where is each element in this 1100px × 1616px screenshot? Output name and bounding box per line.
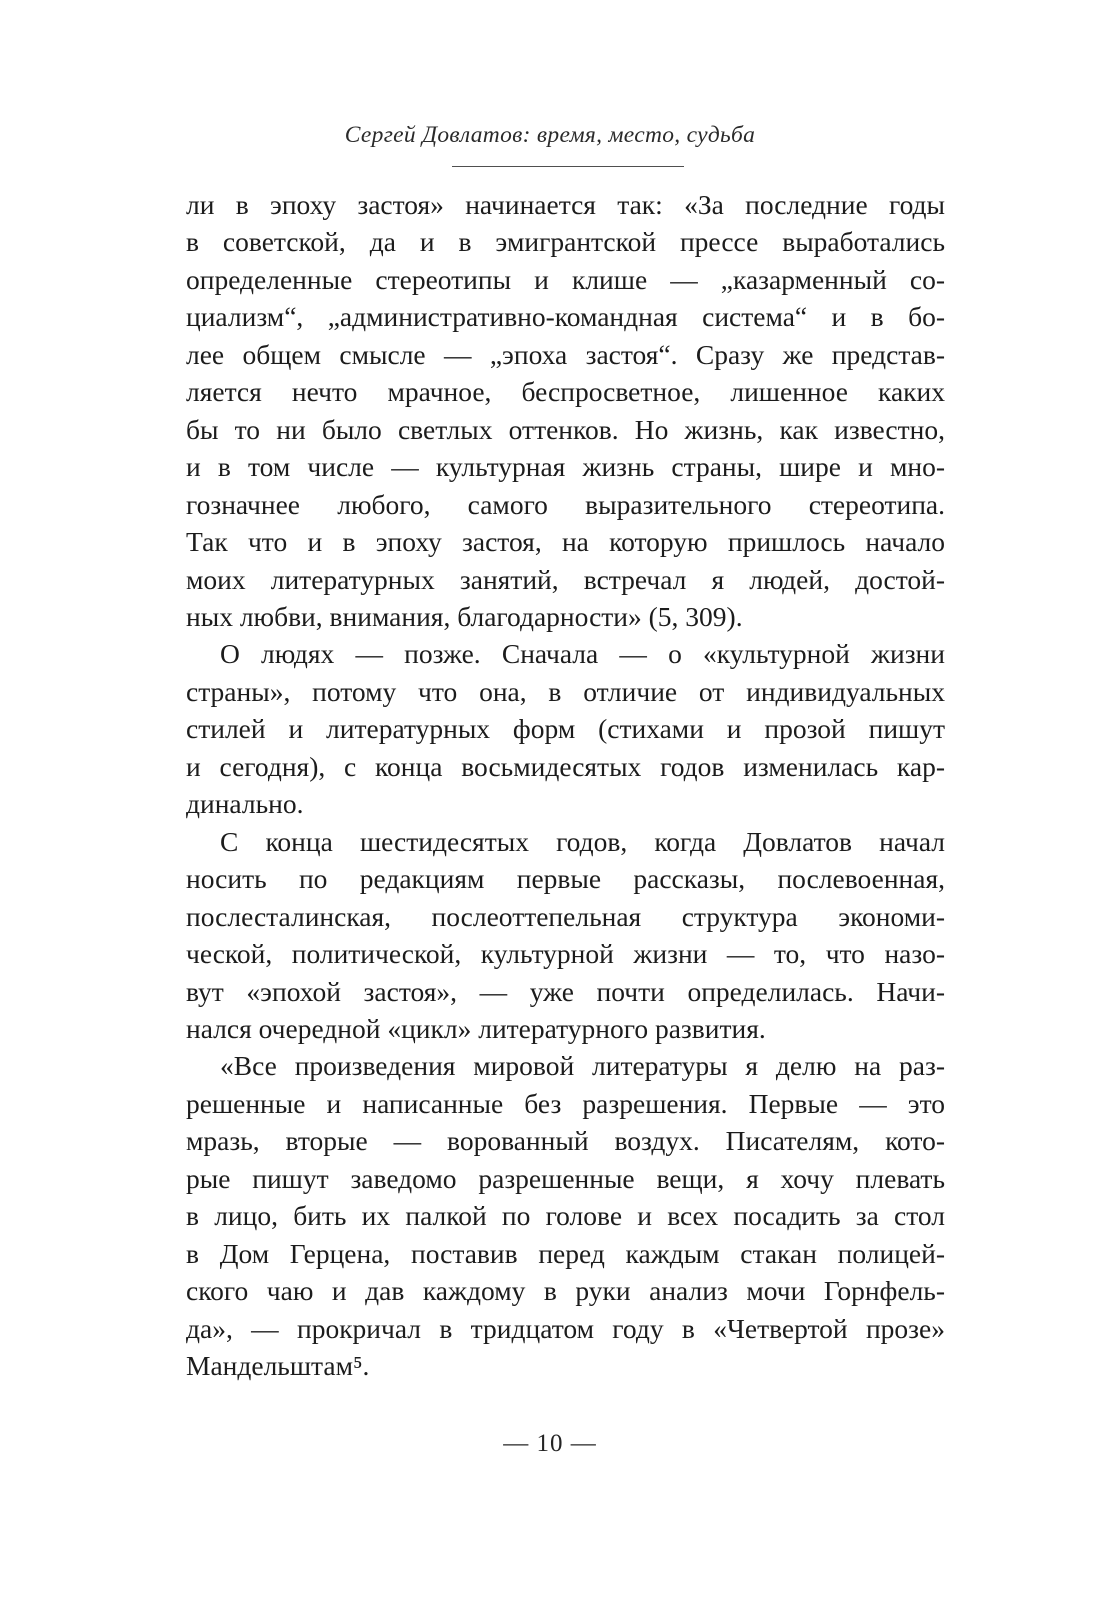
- paragraph: [186, 823, 945, 1048]
- text-line: и в том числе — культурная жизнь страны, шире и мно-: [186, 451, 945, 483]
- text-line: ли в эпоху застоя» начинается так: «За последние годы: [186, 189, 945, 220]
- text-line: «Все произведения мировой литературы я делю на раз-: [220, 1050, 945, 1082]
- text-line: бы то ни было светлых оттенков. Но жизнь, как известно,: [186, 413, 945, 445]
- text-line: Мандельштам⁵.: [186, 1350, 370, 1382]
- paragraph: [186, 635, 945, 822]
- text-line: лее общем смысле — „эпоха застоя“. Сразу же представ-: [186, 338, 945, 370]
- text-line: О людях — позже. Сначала — о «культурной жизни: [220, 638, 945, 670]
- text-line: гозначнее любого, самого выразительного стереотипа.: [186, 488, 945, 520]
- text-line: ляется нечто мрачное, беспросветное, лишенное каких: [186, 376, 945, 408]
- page-body: [186, 186, 945, 1385]
- text-line: стилей и литературных форм (стихами и прозой пишут: [186, 713, 945, 745]
- text-line: в Дом Герцена, поставив перед каждым стакан полицей-: [186, 1237, 945, 1269]
- text-line: вут «эпохой застоя», — уже почти определилась. Начи-: [186, 975, 945, 1007]
- text-line: да», — прокричал в тридцатом году в «Четвертой прозе»: [186, 1312, 945, 1344]
- text-line: в лицо, бить их палкой по голове и всех посадить за стол: [186, 1200, 945, 1232]
- text-line: решенные и написанные без разрешения. Первые — это: [186, 1087, 945, 1119]
- text-line: страны», потому что она, в отличие от индивидуальных: [186, 675, 945, 707]
- text-line: моих литературных занятий, встречал я людей, достой-: [186, 563, 945, 595]
- text-line: С конца шестидесятых годов, когда Довлатов начал: [220, 825, 945, 857]
- paragraph: [186, 186, 945, 635]
- text-line: ных любви, внимания, благодарности» (5, 309).: [186, 600, 743, 632]
- text-line: динально.: [186, 788, 304, 820]
- text-line: послесталинская, послеоттепельная структура экономи-: [186, 900, 945, 932]
- text-line: и сегодня), с конца восьмидесятых годов изменилась кар-: [186, 750, 945, 782]
- text-line: мразь, вторые — ворованный воздух. Писателям, кото-: [186, 1125, 945, 1157]
- page-number: — 10 —: [503, 1430, 597, 1457]
- text-line: ского чаю и дав каждому в руки анализ мочи Горнфель-: [186, 1275, 945, 1307]
- running-header: Сергей Довлатов: время, место, судьба: [344, 122, 756, 148]
- text-line: Так что и в эпоху застоя, на которую пришлось начало: [186, 526, 945, 558]
- text-line: циализм“, „административно-командная система“ и в бо-: [186, 301, 945, 333]
- text-line: ческой, политической, культурной жизни — то, что назо-: [186, 938, 945, 970]
- header-rule: [452, 166, 684, 167]
- text-line: рые пишут заведомо разрешенные вещи, я хочу плевать: [186, 1162, 945, 1194]
- paragraph: [186, 1047, 945, 1384]
- text-line: в советской, да и в эмигрантской прессе выработались: [186, 226, 945, 258]
- text-line: нался очередной «цикл» литературного развития.: [186, 1012, 766, 1044]
- text-line: определенные стереотипы и клише — „казарменный со-: [186, 263, 945, 295]
- text-line: носить по редакциям первые рассказы, послевоенная,: [186, 863, 945, 895]
